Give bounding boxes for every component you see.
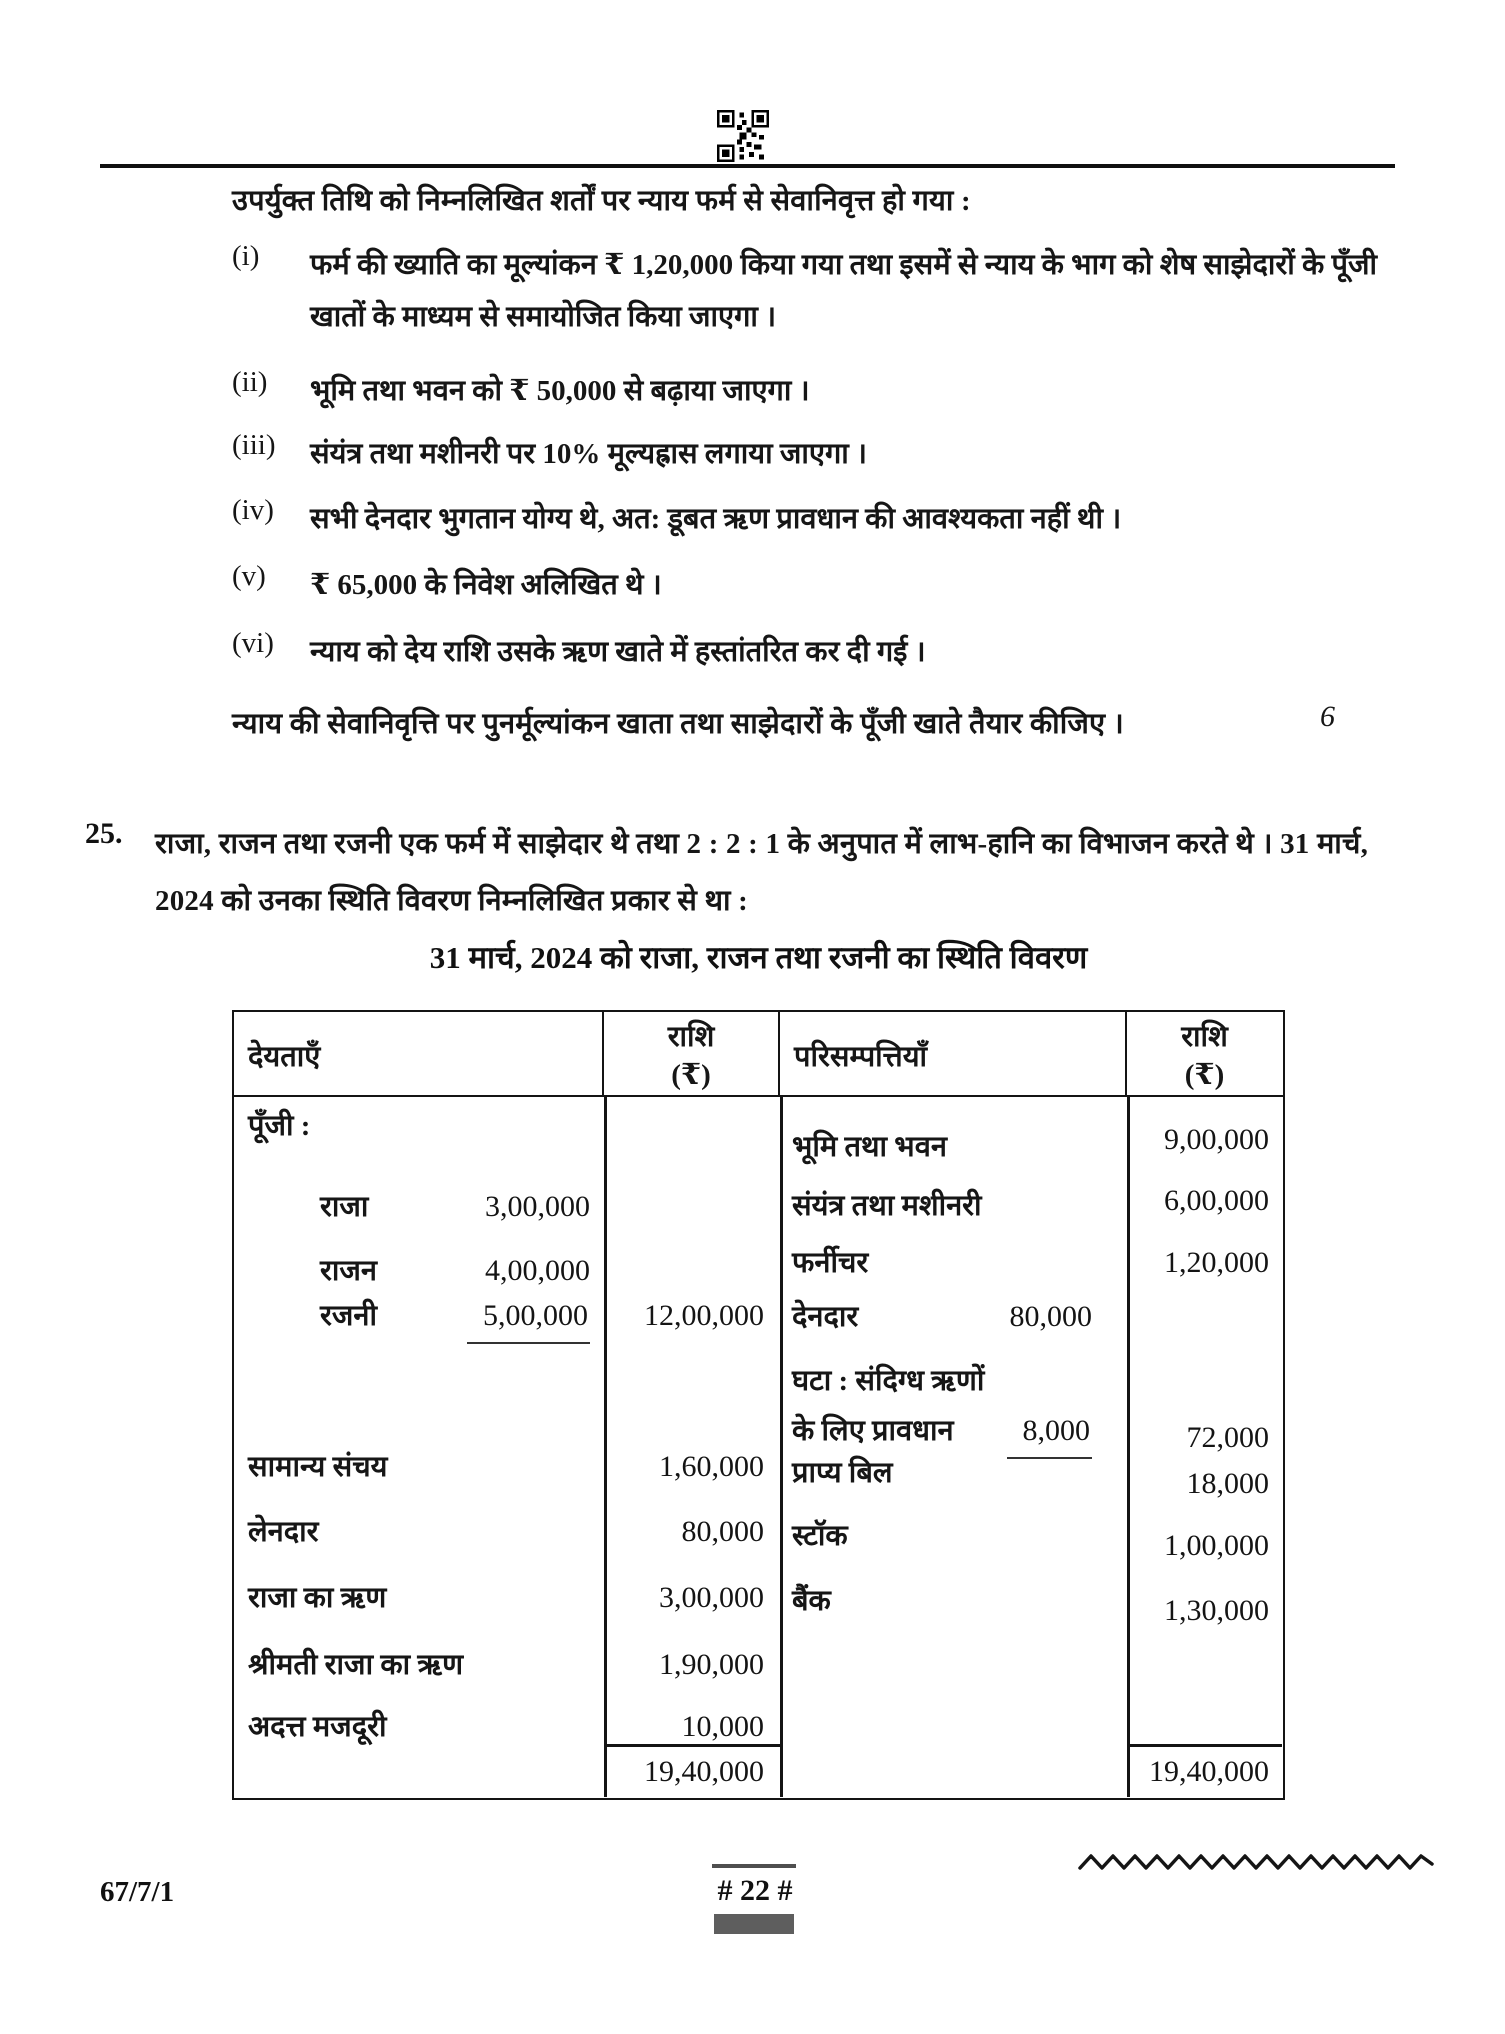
asset-amount: 9,00,000 xyxy=(1164,1123,1269,1156)
liability-amount: 3,00,000 xyxy=(659,1581,764,1614)
liability-amount: 1,60,000 xyxy=(659,1450,764,1483)
asset-label: फर्नीचर xyxy=(792,1247,869,1279)
asset-amount: 1,20,000 xyxy=(1164,1246,1269,1279)
header-currency-label: (₹) xyxy=(1184,1059,1225,1092)
footer-page-number: # 22 # xyxy=(717,1874,793,1907)
header-liabilities: देयताएँ xyxy=(234,1012,604,1095)
condition-item-v xyxy=(232,560,1417,612)
asset-amount: 6,00,000 xyxy=(1164,1184,1269,1217)
condition-label: (v) xyxy=(232,560,266,592)
liability-amount: 10,000 xyxy=(681,1710,764,1743)
condition-text: न्याय को देय राशि उसके ऋण खाते में हस्तांतरित कर दी गई । xyxy=(310,636,926,668)
asset-amount: 1,30,000 xyxy=(1164,1594,1269,1627)
column-divider xyxy=(604,1097,607,1797)
condition-item-vi xyxy=(232,627,1417,679)
condition-label: (i) xyxy=(232,240,260,272)
asset-label: स्टॉक xyxy=(792,1520,848,1552)
table-header-row xyxy=(234,1012,1283,1097)
condition-item-i xyxy=(232,240,1417,343)
underlined-amount: 5,00,000 xyxy=(467,1297,590,1344)
condition-label: (vi) xyxy=(232,627,274,659)
closing-paragraph: न्याय की सेवानिवृत्ति पर पुनर्मूल्यांकन खाता तथा साझेदारों के पूँजी खाते तैयार कीजिए । xyxy=(232,708,1124,740)
liability-label: अदत्त मजदूरी xyxy=(248,1711,387,1743)
less-provision-line1: घटा : संदिग्ध ऋणों xyxy=(792,1365,985,1397)
header-amount-label: राशि xyxy=(1181,1021,1228,1053)
capital-total: 12,00,000 xyxy=(644,1299,764,1332)
question-number: 25. xyxy=(85,817,123,850)
table-body xyxy=(234,1097,1283,1797)
condition-label: (iv) xyxy=(232,494,274,526)
zigzag-line xyxy=(1078,1850,1438,1876)
underlined-amount: 8,000 xyxy=(1007,1412,1093,1459)
condition-text: भूमि तथा भवन को ₹ 50,000 से बढ़ाया जाएगा । xyxy=(310,375,810,407)
condition-text: ₹ 65,000 के निवेश अलिखित थे । xyxy=(310,569,662,601)
liability-label: सामान्य संचय xyxy=(248,1451,388,1483)
asset-label: भूमि तथा भवन xyxy=(792,1131,947,1163)
partner-name: राजन xyxy=(320,1255,377,1287)
asset-label: बैंक xyxy=(792,1585,831,1617)
condition-text: संयंत्र तथा मशीनरी पर 10% मूल्यह्रास लगाया जाएगा । xyxy=(310,438,868,470)
page-number-overline xyxy=(712,1864,796,1868)
asset-label: प्राप्य बिल xyxy=(792,1457,893,1489)
balance-sheet-title: 31 मार्च, 2024 को राजा, राजन तथा रजनी का स्थिति विवरण xyxy=(429,940,1088,975)
debtors-gross-amount: 80,000 xyxy=(1009,1300,1092,1333)
header-assets: परिसम्पत्तियाँ xyxy=(780,1012,1127,1095)
column-divider xyxy=(780,1097,783,1797)
header-amount-right xyxy=(1127,1012,1282,1095)
less-provision-line2: के लिए प्रावधान xyxy=(792,1415,954,1447)
debtors-label: देनदार xyxy=(792,1301,859,1333)
condition-item-iv xyxy=(232,494,1417,546)
balance-sheet-table xyxy=(232,1010,1285,1800)
asset-label: संयंत्र तथा मशीनरी xyxy=(792,1190,982,1222)
partner-capital: 4,00,000 xyxy=(485,1254,590,1287)
question-text: राजा, राजन तथा रजनी एक फर्म में साझेदार थे तथा 2 : 2 : 1 के अनुपात में लाभ-हानि का विभाजन करते थे । 31 मार्च, 2024 को उनका स्थिति विवरण निम्नलिखित प्रकार से था : xyxy=(155,828,1369,917)
condition-item-ii xyxy=(232,366,1417,418)
top-rule xyxy=(100,164,1395,168)
condition-item-iii xyxy=(232,429,1417,481)
provision-amount xyxy=(834,1412,1092,1459)
condition-text: फर्म की ख्याति का मूल्यांकन ₹ 1,20,000 किया गया तथा इसमें से न्याय के भाग को शेष साझेदारों के पूँजी खातों के माध्यम से समायोजित किया जाएगा । xyxy=(310,249,1378,333)
partner-capital xyxy=(354,1297,590,1344)
liability-label: राजा का ऋण xyxy=(248,1582,387,1614)
asset-amount: 18,000 xyxy=(1186,1467,1269,1500)
intro-paragraph: उपर्युक्त तिथि को निम्नलिखित शर्तों पर न्याय फर्म से सेवानिवृत्त हो गया : xyxy=(232,185,971,217)
page-number-block xyxy=(714,1914,794,1934)
total-rule-left xyxy=(604,1744,783,1747)
asset-amount: 1,00,000 xyxy=(1164,1529,1269,1562)
condition-text: सभी देनदार भुगतान योग्य थे, अत: डूबत ऋण प्रावधान की आवश्यकता नहीं थी । xyxy=(310,503,1122,535)
footer-paper-code: 67/7/1 xyxy=(100,1876,175,1908)
liabilities-total: 19,40,000 xyxy=(644,1755,764,1788)
assets-total: 19,40,000 xyxy=(1149,1755,1269,1788)
debtors-net-amount: 72,000 xyxy=(1186,1421,1269,1454)
liability-label: लेनदार xyxy=(248,1516,319,1548)
liability-amount: 80,000 xyxy=(681,1515,764,1548)
header-amount-label: राशि xyxy=(667,1021,715,1053)
partner-name: रजनी xyxy=(320,1300,377,1332)
condition-label: (ii) xyxy=(232,366,268,398)
partner-name: राजा xyxy=(320,1191,369,1223)
liability-label: श्रीमती राजा का ऋण xyxy=(248,1649,464,1681)
liability-amount: 1,90,000 xyxy=(659,1648,764,1681)
capital-heading: पूँजी : xyxy=(248,1110,311,1142)
condition-label: (iii) xyxy=(232,429,276,461)
header-currency-label: (₹) xyxy=(671,1059,711,1092)
header-amount-left xyxy=(604,1012,780,1095)
marks-value: 6 xyxy=(1320,700,1335,733)
total-rule-right xyxy=(1127,1744,1282,1747)
qr-code xyxy=(717,110,769,162)
partner-capital: 3,00,000 xyxy=(485,1190,590,1223)
